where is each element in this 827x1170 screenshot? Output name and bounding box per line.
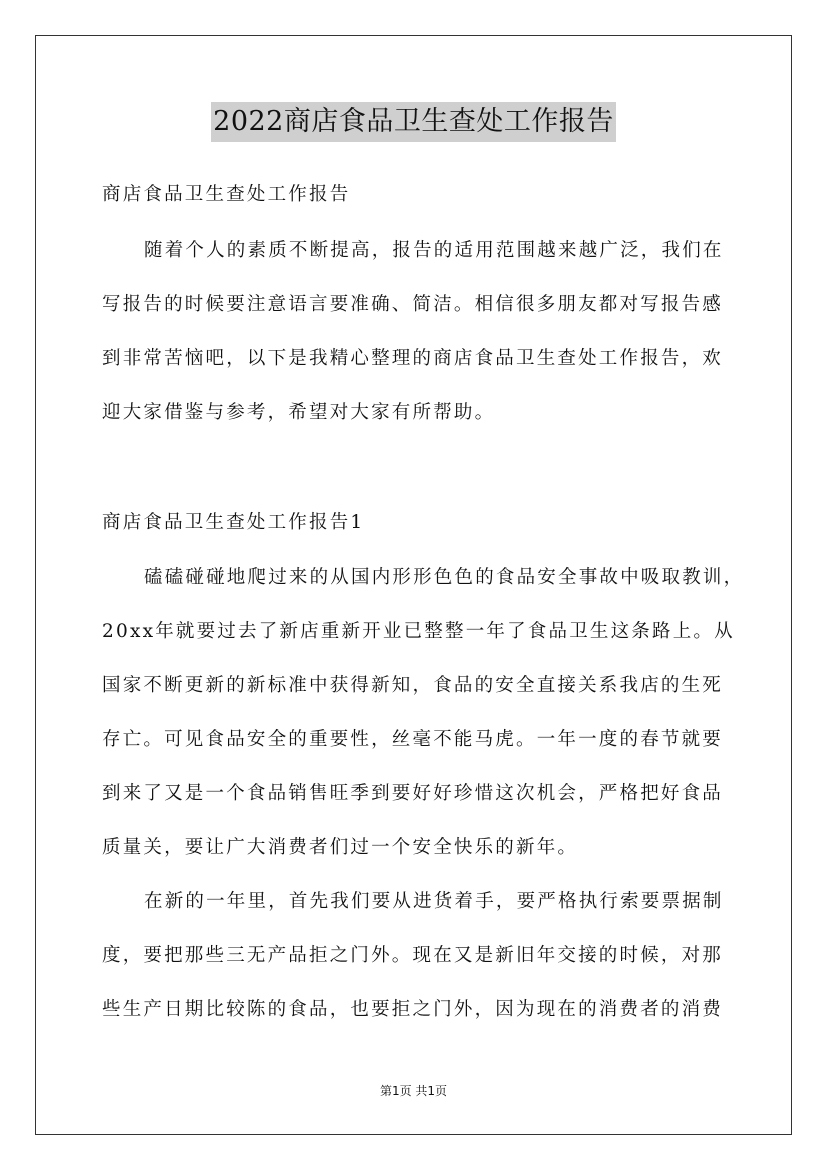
para1-line: 存亡。可见食品安全的重要性，丝毫不能马虎。一年一度的春节就要 bbox=[102, 729, 724, 750]
intro-line: 到非常苦恼吧，以下是我精心整理的商店食品卫生查处工作报告，欢 bbox=[102, 348, 724, 369]
intro-line: 随着个人的素质不断提高，报告的适用范围越来越广泛，我们在 bbox=[144, 240, 724, 261]
para1-line: 20xx年就要过去了新店重新开业已整整一年了食品卫生这条路上。从 bbox=[102, 621, 735, 642]
para1-line: 磕磕碰碰地爬过来的从国内形形色色的食品安全事故中吸取教训， bbox=[144, 567, 745, 588]
intro-line: 迎大家借鉴与参考，希望对大家有所帮助。 bbox=[102, 402, 496, 423]
para2-line: 度，要把那些三无产品拒之门外。现在又是新旧年交接的时候，对那 bbox=[102, 945, 724, 966]
intro-line: 写报告的时候要注意语言要准确、简洁。相信很多朋友都对写报告感 bbox=[102, 294, 724, 315]
para2-line: 在新的一年里，首先我们要从进货着手，要严格执行索要票据制 bbox=[144, 891, 724, 912]
document-title: 2022商店食品卫生查处工作报告 bbox=[211, 102, 616, 142]
title-container bbox=[0, 102, 827, 142]
section-heading: 商店食品卫生查处工作报告1 bbox=[102, 512, 365, 533]
para2-line: 些生产日期比较陈的食品，也要拒之门外，因为现在的消费者的消费 bbox=[102, 999, 724, 1020]
para1-line: 国家不断更新的新标准中获得新知，食品的安全直接关系我店的生死 bbox=[102, 675, 724, 696]
para1-line: 质量关，要让广大消费者们过一个安全快乐的新年。 bbox=[102, 837, 579, 858]
subtitle: 商店食品卫生查处工作报告 bbox=[102, 184, 351, 205]
page-footer: 第1页 共1页 bbox=[379, 1084, 448, 1098]
para1-line: 到来了又是一个食品销售旺季到要好好珍惜这次机会，严格把好食品 bbox=[102, 783, 724, 804]
